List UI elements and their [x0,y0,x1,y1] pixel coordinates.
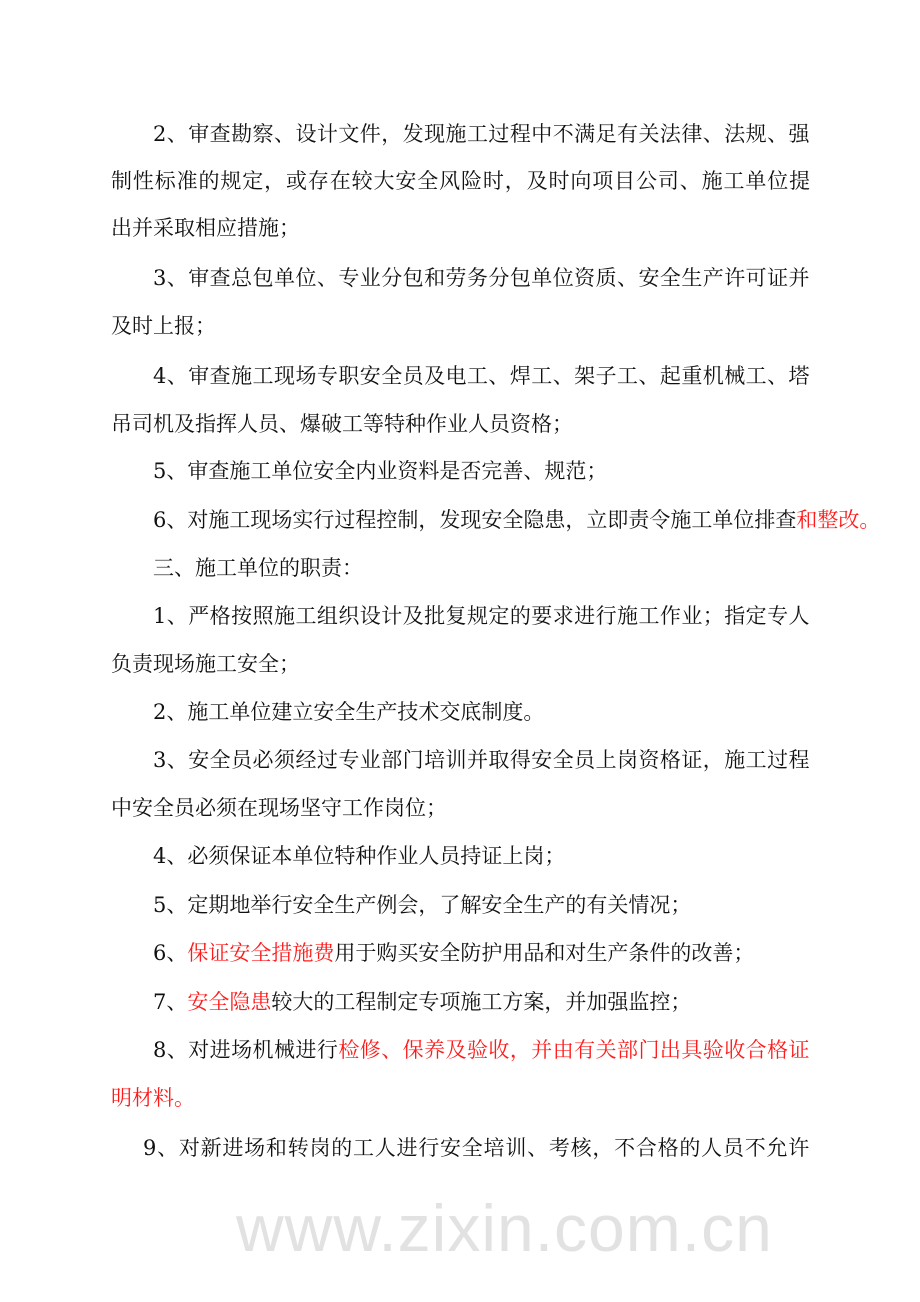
watermark: www.zixin.com.cn [236,1191,773,1265]
text-segment: 3、审查总包单位、专业分包和劳务分包单位资质、安全生产许可证并 [153,266,810,290]
paragraph-line [153,747,810,773]
text-segment: 三、施工单位的职责： [153,556,363,580]
text-segment: 负责现场施工安全； [111,652,300,676]
text-segment: 4、审查施工现场专职安全员及电工、焊工、架子工、起重机械工、塔 [153,364,810,388]
text-segment: 较大的工程制定专项施工方案，并加强监控； [271,990,692,1014]
paragraph-line [111,168,811,194]
paragraph-line [153,555,363,581]
highlighted-text: 检修、保养及验收，并由有关部门出具验收合格证 [338,1038,810,1062]
paragraph-line [153,892,691,918]
highlighted-text: 和整改。 [796,508,881,532]
highlighted-text: 明材料。 [111,1086,195,1110]
text-segment: 制性标准的规定，或存在较大安全风险时，及时向项目公司、施工单位提 [111,169,811,193]
paragraph-line [153,363,810,389]
paragraph-line [153,940,754,966]
highlighted-text: 安全隐患 [187,990,272,1014]
text-segment: 及时上报； [111,314,216,338]
paragraph-line [153,843,565,869]
paragraph-line [111,1085,195,1111]
text-segment: 吊司机及指挥人员、爆破工等特种作业人员资格； [111,412,573,436]
text-segment: 4、必须保证本单位特种作业人员持证上岗； [153,844,566,868]
text-segment: 1、严格按照施工组织设计及批复规定的要求进行施工作业；指定专人 [153,604,810,628]
text-segment: 用于购买安全防护用品和对生产条件的改善； [334,941,755,965]
text-segment: 8、对进场机械进行 [153,1038,339,1062]
paragraph-line [111,795,447,821]
text-segment: 6、 [153,941,188,965]
text-segment: 6、对施工现场实行过程控制，发现安全隐患，立即责令施工单位排查 [153,508,797,532]
paragraph-line [153,699,544,725]
paragraph-line [153,121,810,147]
paragraph-line [111,215,300,241]
text-segment: 7、 [153,990,188,1014]
paragraph-line [153,1037,810,1063]
paragraph-line [153,458,607,484]
text-segment: 3、安全员必须经过专业部门培训并取得安全员上岗资格证，施工过程 [153,748,810,772]
paragraph-line [153,507,880,533]
text-segment: 2、施工单位建立安全生产技术交底制度。 [153,700,545,724]
text-segment: 出并采取相应措施； [111,216,300,240]
text-segment: 5、定期地举行安全生产例会，了解安全生产的有关情况； [153,893,692,917]
text-segment: 中安全员必须在现场坚守工作岗位； [111,796,447,820]
paragraph-line [111,313,216,339]
paragraph-line [111,411,573,437]
paragraph-line [111,651,300,677]
highlighted-text: 保证安全措施费 [187,941,335,965]
paragraph-line [153,603,810,629]
paragraph-line [153,265,810,291]
paragraph-line [153,989,691,1015]
text-segment: 9、对新进场和转岗的工人进行安全培训、考核，不合格的人员不允许 [143,1136,810,1160]
text-segment: 2、审查勘察、设计文件，发现施工过程中不满足有关法律、法规、强 [153,122,810,146]
paragraph-line [143,1135,810,1161]
text-segment: 5、审查施工单位安全内业资料是否完善、规范； [153,459,608,483]
